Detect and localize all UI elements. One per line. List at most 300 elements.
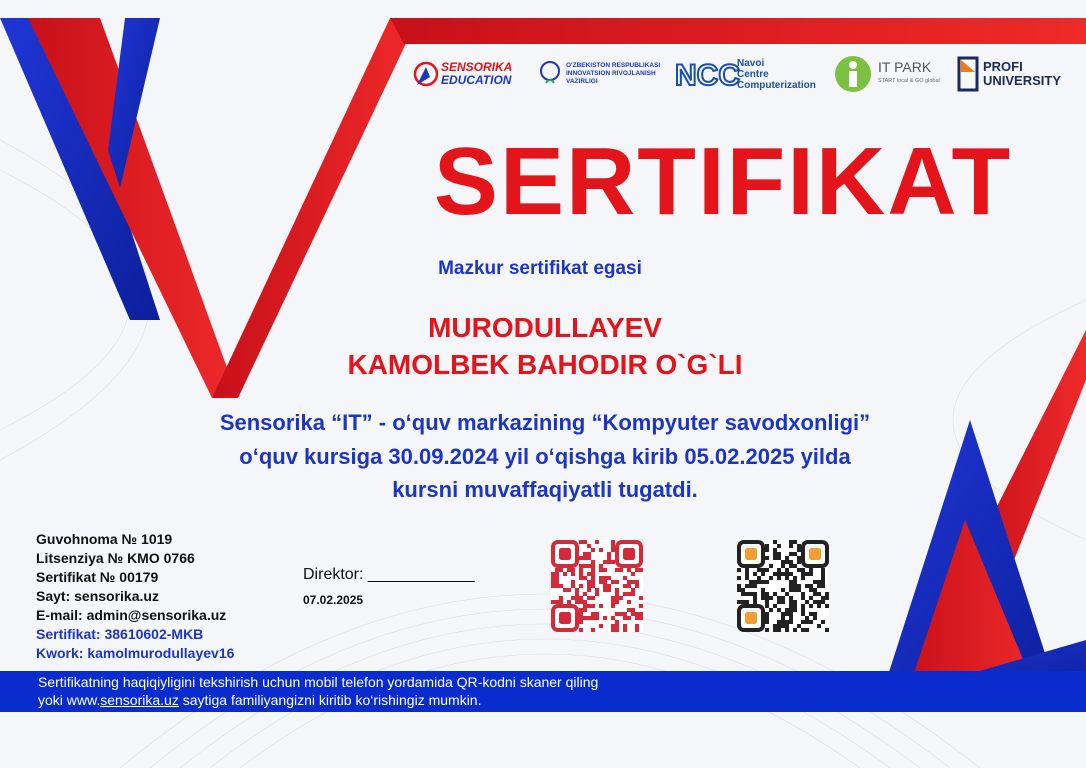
guvohnoma-number: Guvohnoma № 1019 (36, 531, 173, 547)
qr-module (773, 552, 777, 556)
email: E-mail: admin@sensorika.uz (36, 607, 227, 623)
qr-module (615, 628, 619, 632)
certificate-number: Sertifikat № 00179 (36, 569, 159, 585)
qr-module (635, 568, 639, 572)
qr-module (801, 612, 805, 616)
qr-module (615, 596, 619, 600)
qr-module (825, 592, 829, 596)
qr-module (737, 588, 741, 592)
profi-university-logo (957, 52, 1081, 96)
qr-module (809, 584, 813, 588)
qr-module (769, 564, 773, 568)
qr-module (769, 596, 773, 600)
qr-module (813, 612, 817, 616)
qr-module (615, 600, 619, 604)
navoi-text-1: Navoi (737, 57, 765, 69)
qr-module (603, 584, 607, 588)
qr-module (789, 604, 793, 608)
qr-module (639, 568, 643, 572)
qr-module (583, 576, 587, 580)
qr-module (639, 616, 643, 620)
qr-module (583, 600, 587, 604)
qr-module (817, 604, 821, 608)
holder-surname: MURODULLAYEV (428, 312, 662, 343)
director-signature: Direktor: ____________ (303, 566, 475, 583)
qr-module (583, 540, 587, 544)
qr-module (559, 584, 563, 588)
qr-module (805, 628, 809, 632)
qr-module (769, 576, 773, 580)
qr-module (789, 572, 793, 576)
qr-module (555, 568, 559, 572)
qr-module (623, 576, 627, 580)
qr-module (631, 580, 635, 584)
qr-module (825, 604, 829, 608)
qr-module (817, 600, 821, 604)
qr-module (813, 616, 817, 620)
qr-module (579, 608, 583, 612)
qr-module (757, 568, 761, 572)
qr-module (773, 592, 777, 596)
qr-module (793, 600, 797, 604)
qr-module (587, 572, 591, 576)
qr-module (631, 588, 635, 592)
qr-module (777, 628, 781, 632)
qr-module (587, 556, 591, 560)
qr-module (555, 576, 559, 580)
qr-module (591, 572, 595, 576)
qr-module (789, 612, 793, 616)
qr-module (809, 588, 813, 592)
qr-module (817, 592, 821, 596)
qr-module (631, 572, 635, 576)
qr-module (607, 556, 611, 560)
qr-module (809, 568, 813, 572)
qr-module (627, 580, 631, 584)
sensorika-logo-subtext: EDUCATION (441, 73, 512, 87)
qr-module (555, 572, 559, 576)
ministry-logo (537, 52, 669, 96)
qr-module (611, 600, 615, 604)
qr-module (583, 604, 587, 608)
qr-module (757, 576, 761, 580)
qr-module (623, 612, 627, 616)
qr-module (777, 600, 781, 604)
qr-module (809, 604, 813, 608)
qr-finder-center (809, 548, 821, 560)
qr-module (813, 588, 817, 592)
sensorika-rocket-icon (413, 59, 439, 89)
qr-module (635, 612, 639, 616)
certificate-code: Sertifikat: 38610602-MKB (36, 626, 204, 642)
qr-module (595, 612, 599, 616)
qr-module (757, 580, 761, 584)
qr-module (631, 612, 635, 616)
qr-module (765, 596, 769, 600)
qr-module (797, 548, 801, 552)
qr-module (591, 568, 595, 572)
qr-module (813, 600, 817, 604)
qr-module (603, 588, 607, 592)
qr-module (567, 588, 571, 592)
holder-given-name: KAMOLBEK BAHODIR O`G`LI (347, 349, 743, 380)
qr-module (765, 620, 769, 624)
qr-module (583, 592, 587, 596)
qr-module (579, 620, 583, 624)
qr-module (559, 596, 563, 600)
qr-module (595, 592, 599, 596)
qr-module (781, 612, 785, 616)
qr-module (583, 552, 587, 556)
qr-module (805, 616, 809, 620)
qr-module (745, 584, 749, 588)
qr-module (571, 572, 575, 576)
itpark-text: IT PARK (878, 59, 932, 75)
qr-module (631, 592, 635, 596)
qr-module (639, 596, 643, 600)
qr-module (591, 604, 595, 608)
qr-module (777, 624, 781, 628)
qr-module (821, 584, 825, 588)
qr-module (781, 596, 785, 600)
qr-module (821, 620, 825, 624)
qr-module (777, 544, 781, 548)
qr-code-kwork[interactable] (737, 540, 829, 632)
sensorika-logo (413, 52, 531, 96)
qr-module (623, 592, 627, 596)
qr-finder-center (623, 548, 635, 560)
qr-module (603, 580, 607, 584)
qr-module (765, 568, 769, 572)
qr-module (781, 600, 785, 604)
qr-module (575, 600, 579, 604)
qr-module (615, 612, 619, 616)
qr-module (591, 612, 595, 616)
qr-module (785, 592, 789, 596)
qr-module (635, 628, 639, 632)
qr-module (575, 592, 579, 596)
itpark-logo (833, 52, 953, 96)
qr-module (567, 568, 571, 572)
litsenziya-number: Litsenziya № KMO 0766 (36, 550, 195, 566)
qr-module (603, 576, 607, 580)
qr-module (777, 572, 781, 576)
qr-module (615, 580, 619, 584)
qr-module (765, 548, 769, 552)
qr-module (797, 560, 801, 564)
qr-module (761, 580, 765, 584)
qr-module (591, 596, 595, 600)
qr-module (781, 624, 785, 628)
qr-module (555, 580, 559, 584)
qr-module (821, 600, 825, 604)
qr-module (587, 616, 591, 620)
qr-module (761, 572, 765, 576)
qr-module (817, 580, 821, 584)
qr-module (817, 624, 821, 628)
qr-module (615, 624, 619, 628)
qr-module (579, 596, 583, 600)
qr-module (765, 628, 769, 632)
qr-module (797, 556, 801, 560)
qr-module (789, 560, 793, 564)
lightbulb-icon (537, 59, 563, 89)
qr-module (611, 628, 615, 632)
footer-line-1: Sertifikatning haqiqiyligini tekshirish uchun mobil telefon yordamida QR-kodni skaner qiling (38, 674, 599, 690)
qr-module (579, 600, 583, 604)
qr-module (789, 584, 793, 588)
qr-module (587, 580, 591, 584)
qr-module (571, 580, 575, 584)
qr-module (579, 616, 583, 620)
qr-module (737, 568, 741, 572)
qr-module (627, 608, 631, 612)
qr-module (579, 540, 583, 544)
qr-module (635, 624, 639, 628)
website: Sayt: sensorika.uz (36, 588, 159, 604)
qr-module (591, 616, 595, 620)
qr-module (773, 548, 777, 552)
qr-module (607, 552, 611, 556)
qr-module (789, 616, 793, 620)
qr-code-verification[interactable] (551, 540, 643, 632)
qr-module (579, 568, 583, 572)
qr-module (789, 588, 793, 592)
qr-module (551, 580, 555, 584)
qr-module (611, 560, 615, 564)
qr-module (777, 568, 781, 572)
qr-module (805, 620, 809, 624)
qr-module (745, 600, 749, 604)
qr-module (789, 608, 793, 612)
certificate-subtitle: Mazkur sertifikat egasi (438, 258, 642, 279)
kwork-id: Kwork: kamolmurodullayev16 (36, 645, 235, 661)
qr-module (809, 612, 813, 616)
qr-module (587, 564, 591, 568)
qr-module (599, 564, 603, 568)
qr-module (749, 584, 753, 588)
qr-module (785, 560, 789, 564)
sensorika-logo-text: SENSORIKA (441, 60, 513, 74)
qr-module (797, 588, 801, 592)
ministry-text-2: INNOVATSION RIVOJLANISH (566, 70, 656, 77)
qr-module (785, 612, 789, 616)
qr-module (765, 604, 769, 608)
qr-module (579, 628, 583, 632)
qr-module (773, 624, 777, 628)
qr-module (611, 596, 615, 600)
qr-module (607, 576, 611, 580)
qr-module (781, 564, 785, 568)
qr-module (737, 576, 741, 580)
ministry-text-3: VAZIRLIGI (566, 78, 598, 85)
qr-module (797, 544, 801, 548)
qr-module (587, 596, 591, 600)
qr-module (611, 580, 615, 584)
qr-module (789, 552, 793, 556)
qr-module (603, 568, 607, 572)
certificate-title: SERTIFIKAT (433, 128, 1013, 235)
qr-module (575, 588, 579, 592)
qr-module (789, 620, 793, 624)
qr-module (623, 616, 627, 620)
qr-module (817, 584, 821, 588)
description-line-1: Sensorika “IT” - o‘quv markazining “Kompyuter savodxonligi” (219, 410, 871, 435)
qr-module (611, 616, 615, 620)
issue-date: 07.02.2025 (303, 593, 364, 607)
qr-module (579, 584, 583, 588)
qr-module (753, 572, 757, 576)
navoi-text-2: Centre (737, 68, 769, 80)
qr-module (631, 608, 635, 612)
qr-module (555, 584, 559, 588)
qr-module (635, 616, 639, 620)
qr-module (567, 600, 571, 604)
qr-module (615, 620, 619, 624)
qr-module (785, 628, 789, 632)
qr-module (777, 608, 781, 612)
qr-module (765, 616, 769, 620)
qr-module (741, 588, 745, 592)
qr-module (607, 588, 611, 592)
qr-module (579, 556, 583, 560)
qr-module (635, 584, 639, 588)
qr-module (563, 572, 567, 576)
qr-module (627, 592, 631, 596)
qr-module (793, 580, 797, 584)
qr-module (773, 572, 777, 576)
svg-text:NCC: NCC (675, 59, 740, 92)
qr-module (551, 584, 555, 588)
qr-module (753, 600, 757, 604)
qr-module (559, 568, 563, 572)
qr-module (599, 568, 603, 572)
qr-module (793, 576, 797, 580)
qr-module (595, 616, 599, 620)
qr-module (639, 612, 643, 616)
qr-module (579, 576, 583, 580)
qr-module (801, 592, 805, 596)
qr-module (785, 568, 789, 572)
qr-module (741, 600, 745, 604)
footer-bar (0, 671, 1086, 712)
qr-module (611, 604, 615, 608)
qr-finder-center (745, 548, 757, 560)
qr-module (813, 580, 817, 584)
qr-module (801, 568, 805, 572)
qr-module (559, 600, 563, 604)
qr-module (623, 624, 627, 628)
qr-module (563, 588, 567, 592)
qr-module (627, 584, 631, 588)
qr-module (793, 608, 797, 612)
qr-module (821, 580, 825, 584)
qr-module (821, 572, 825, 576)
qr-module (781, 620, 785, 624)
qr-module (753, 584, 757, 588)
qr-module (627, 616, 631, 620)
qr-module (635, 580, 639, 584)
qr-module (765, 580, 769, 584)
qr-module (777, 596, 781, 600)
qr-module (789, 564, 793, 568)
qr-module (587, 584, 591, 588)
qr-module (753, 596, 757, 600)
qr-module (793, 564, 797, 568)
qr-module (579, 564, 583, 568)
qr-module (551, 576, 555, 580)
qr-module (765, 612, 769, 616)
qr-module (599, 624, 603, 628)
qr-module (753, 592, 757, 596)
qr-module (761, 592, 765, 596)
qr-module (591, 628, 595, 632)
qr-finder-center (559, 548, 571, 560)
qr-module (805, 584, 809, 588)
qr-module (801, 608, 805, 612)
qr-module (587, 588, 591, 592)
qr-module (801, 572, 805, 576)
qr-module (749, 592, 753, 596)
qr-module (781, 560, 785, 564)
qr-module (801, 604, 805, 608)
qr-module (595, 540, 599, 544)
profi-text-2: UNIVERSITY (983, 73, 1062, 88)
qr-module (583, 616, 587, 620)
qr-module (555, 600, 559, 604)
qr-module (579, 612, 583, 616)
qr-module (789, 544, 793, 548)
qr-module (793, 552, 797, 556)
qr-module (551, 572, 555, 576)
qr-module (583, 564, 587, 568)
qr-module (777, 576, 781, 580)
qr-module (741, 592, 745, 596)
qr-module (599, 576, 603, 580)
qr-module (777, 552, 781, 556)
qr-module (825, 628, 829, 632)
top-red-band (390, 18, 1086, 44)
qr-module (591, 584, 595, 588)
footer-prefix: yoki www. (38, 692, 101, 708)
qr-module (623, 584, 627, 588)
qr-module (737, 584, 741, 588)
qr-module (591, 576, 595, 580)
qr-module (773, 540, 777, 544)
qr-module (607, 560, 611, 564)
footer-website-link[interactable]: sensorika.uz (100, 692, 179, 708)
qr-module (615, 588, 619, 592)
qr-module (809, 620, 813, 624)
qr-module (761, 588, 765, 592)
description-line-2: o‘quv kursiga 30.09.2024 yil o‘qishga kirib 05.02.2025 yilda (239, 444, 851, 469)
qr-module (615, 568, 619, 572)
qr-module (591, 564, 595, 568)
qr-module (583, 556, 587, 560)
description-line-3: kursni muvaffaqiyatli tugatdi. (392, 477, 698, 502)
qr-module (797, 584, 801, 588)
qr-module (761, 568, 765, 572)
qr-module (801, 620, 805, 624)
qr-module (761, 596, 765, 600)
qr-module (753, 580, 757, 584)
qr-module (575, 596, 579, 600)
qr-module (805, 572, 809, 576)
qr-module (591, 580, 595, 584)
qr-module (591, 560, 595, 564)
qr-finder-center (559, 612, 571, 624)
qr-module (571, 584, 575, 588)
